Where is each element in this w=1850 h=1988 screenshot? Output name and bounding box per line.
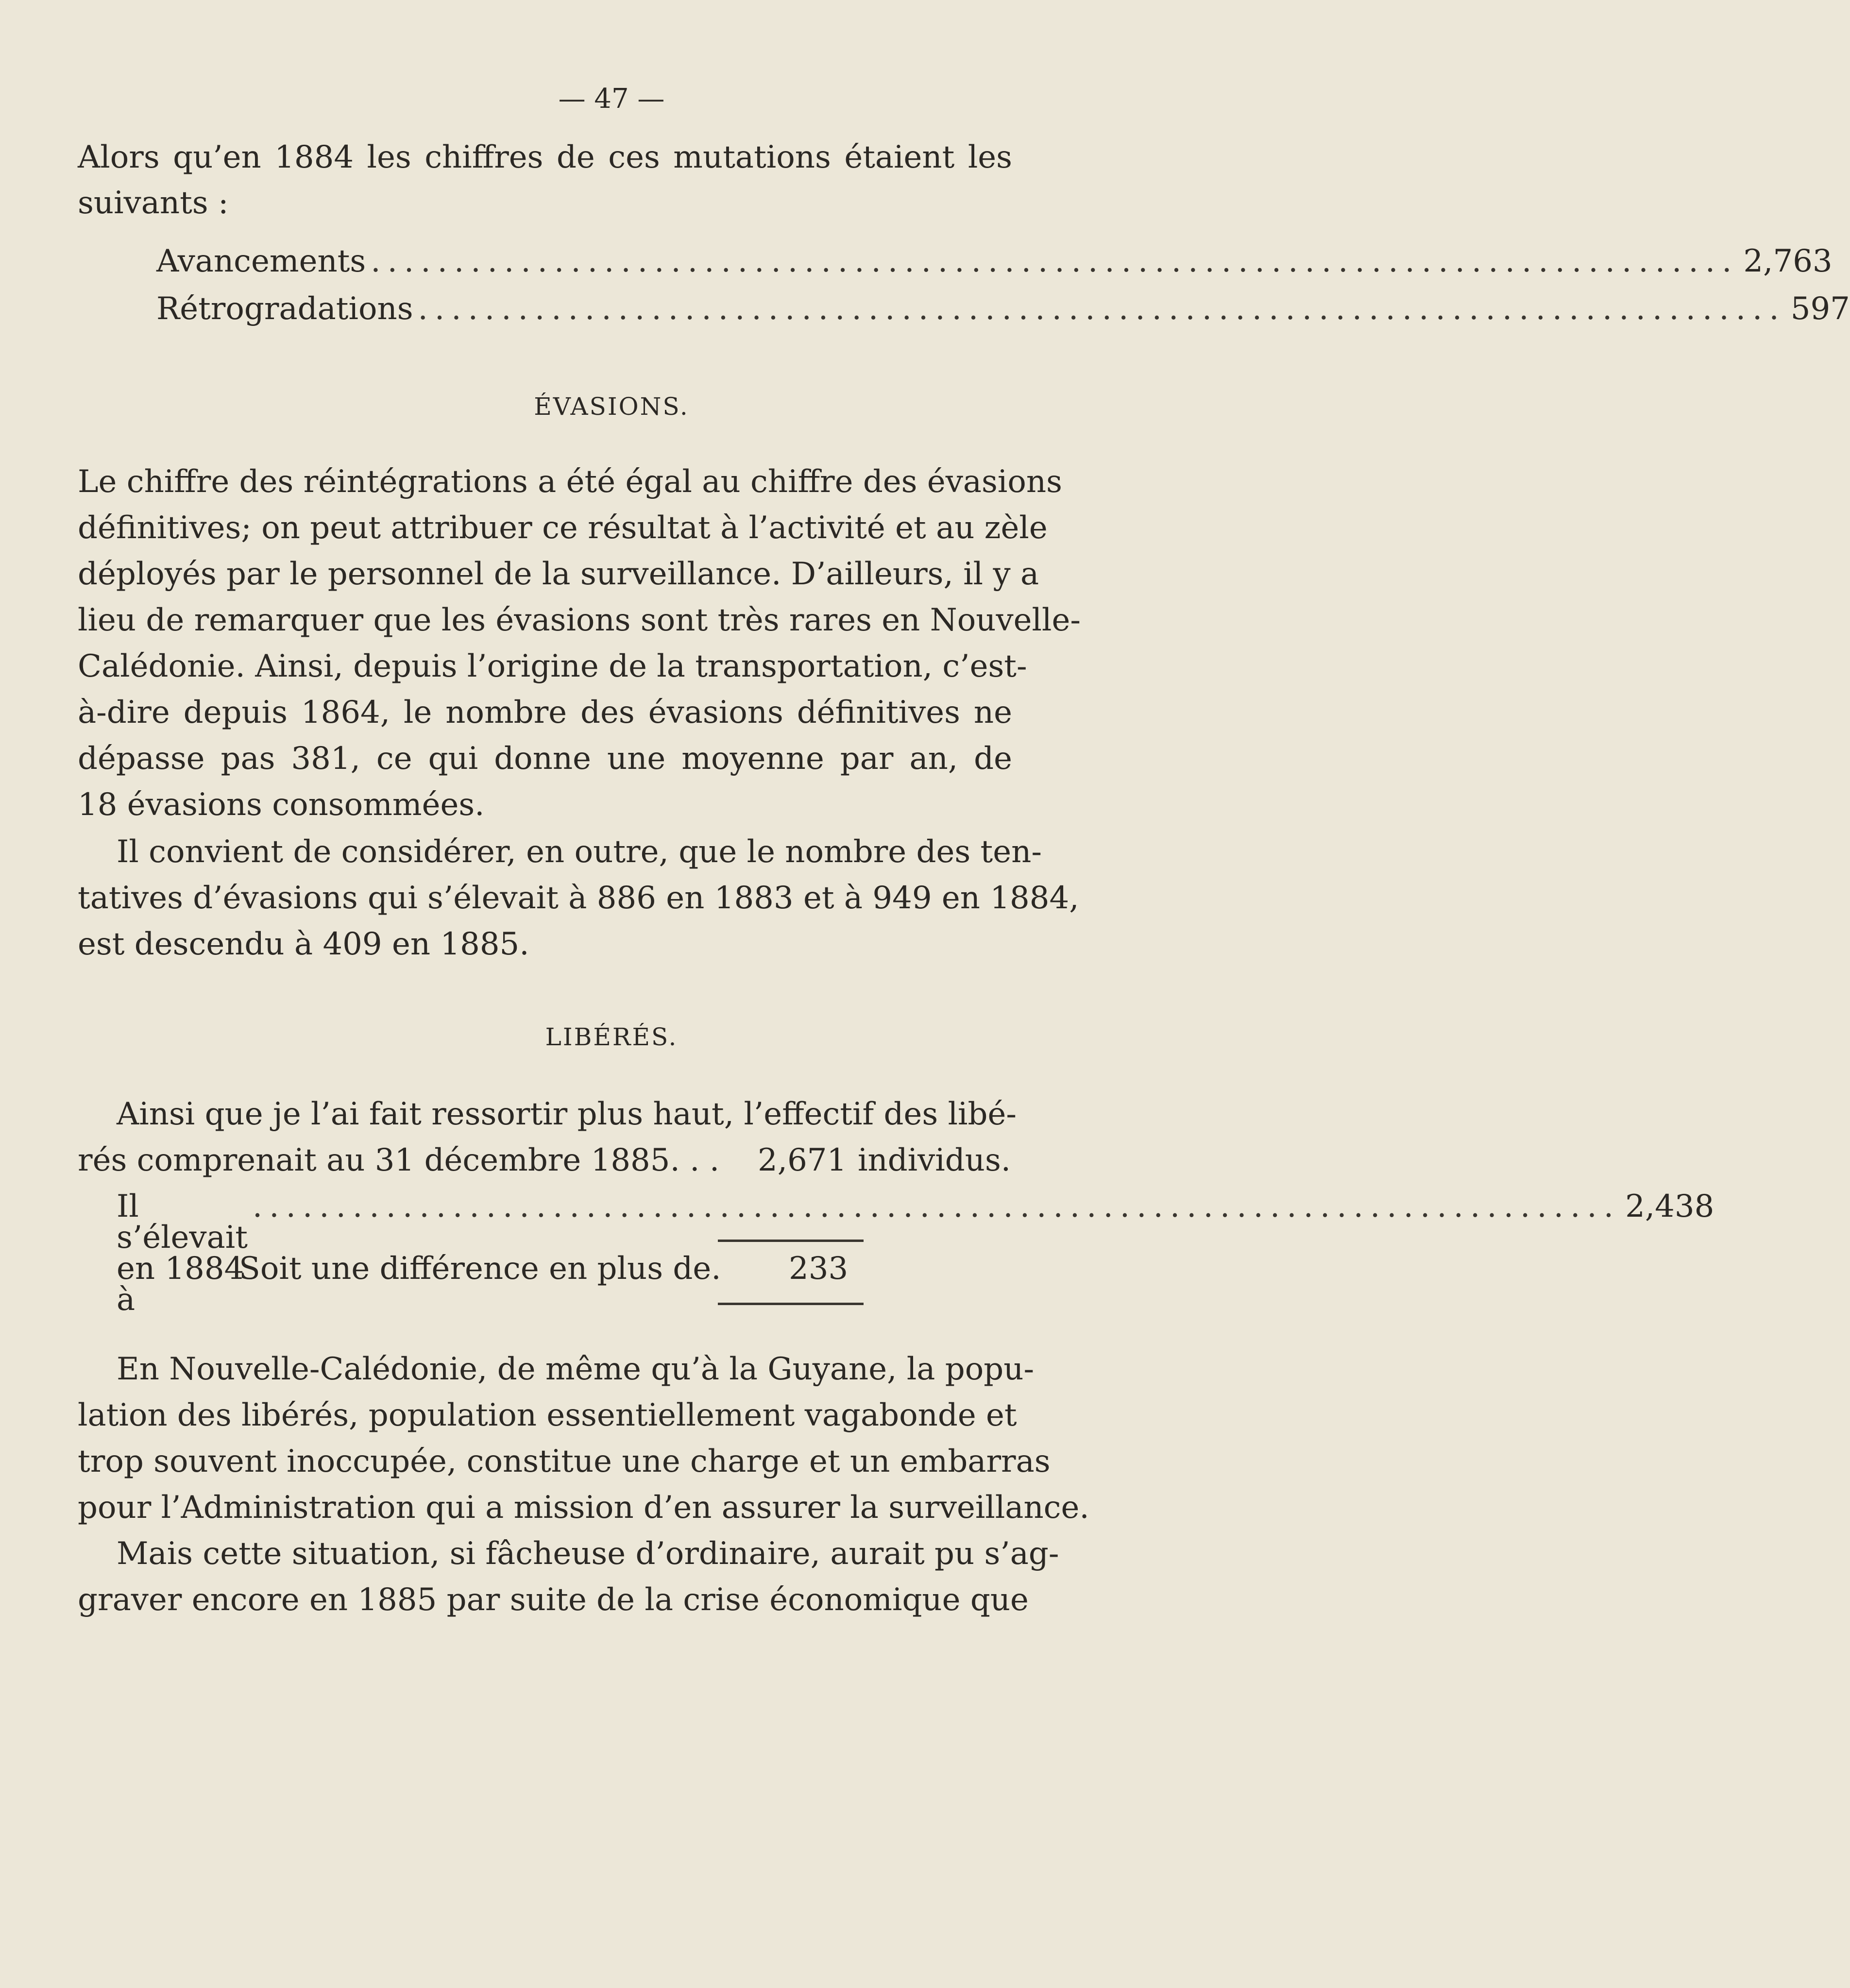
liberes-line-2-label: rés comprenait au 31 décembre 1885. . .	[78, 1142, 720, 1178]
liberes-para-line: lation des libérés, population essentiellement vagabonde et	[78, 1397, 1017, 1433]
evasions-para1-line: dépasse pas 381, ce qui donne une moyenne par an, de	[78, 741, 1012, 777]
page-number: — 47 —	[558, 83, 665, 115]
evasions-para2-line: est descendu à 409 en 1885.	[78, 926, 529, 962]
mutation-label: Rétrogradations	[156, 291, 413, 327]
liberes-para-line: graver encore en 1885 par suite de la crise économique que	[78, 1582, 1029, 1618]
intro-line-1: Alors qu’en 1884 les chiffres de ces mutations étaient les	[78, 139, 1012, 175]
section-heading-evasions: ÉVASIONS.	[534, 392, 689, 421]
evasions-para1-line: définitives; on peut attribuer ce résultat à l’activité et au zèle	[78, 510, 1048, 546]
leader-dots: ..................................................................................	[418, 291, 1786, 327]
liberes-para-line: trop souvent inoccupée, constitue une charge et un embarras	[78, 1444, 1051, 1479]
mutation-label: Avancements	[156, 243, 366, 279]
evasions-para2-line: tatives d’évasions qui s’élevait à 886 en 1883 et à 949 en 1884,	[78, 880, 1079, 916]
difference-value: 233	[789, 1251, 849, 1287]
liberes-line-3-label: Il s’élevait en 1884 à	[117, 1189, 248, 1318]
sum-rule-bottom	[718, 1303, 864, 1305]
leader-dots: ..................................................................................	[252, 1189, 1621, 1224]
evasions-para1-line: à-dire depuis 1864, le nombre des évasions définitives ne	[78, 695, 1012, 731]
liberes-count-1885: 2,671	[758, 1142, 847, 1178]
evasions-para2-line: Il convient de considérer, en outre, que le nombre des ten-	[117, 834, 1042, 870]
sum-rule-top	[718, 1240, 864, 1242]
evasions-para1-line: lieu de remarquer que les évasions sont très rares en Nouvelle-	[78, 602, 1081, 638]
liberes-para-line: Mais cette situation, si fâcheuse d’ordinaire, aurait pu s’ag-	[117, 1536, 1059, 1572]
evasions-para1-line: Calédonie. Ainsi, depuis l’origine de la transportation, c’est-	[78, 648, 1027, 684]
mutation-value: 597	[1790, 291, 1850, 327]
liberes-unit: individus.	[858, 1142, 1011, 1178]
liberes-count-1884: 2,438	[1625, 1189, 1714, 1224]
evasions-para1-line: déployés par le personnel de la surveillance. D’ailleurs, il y a	[78, 556, 1039, 592]
mutation-row-retrogradations	[156, 291, 1850, 327]
evasions-para1-line: 18 évasions consommées.	[78, 787, 485, 823]
leader-dots: ..................................................................................	[371, 243, 1739, 279]
liberes-line-1: Ainsi que je l’ai fait ressortir plus haut, l’effectif des libé-	[117, 1096, 1017, 1132]
evasions-para1-line: Le chiffre des réintégrations a été égal au chiffre des évasions	[78, 464, 1062, 500]
difference-label: Soit une différence en plus de.	[239, 1251, 721, 1287]
mutation-row-avancements	[156, 243, 1833, 279]
section-heading-liberes: LIBÉRÉS.	[545, 1023, 678, 1051]
intro-line-2: suivants :	[78, 185, 229, 221]
liberes-para-line: pour l’Administration qui a mission d’en assurer la surveillance.	[78, 1490, 1089, 1526]
liberes-para-line: En Nouvelle-Calédonie, de même qu’à la Guyane, la popu-	[117, 1351, 1035, 1387]
mutation-value: 2,763	[1743, 243, 1833, 279]
